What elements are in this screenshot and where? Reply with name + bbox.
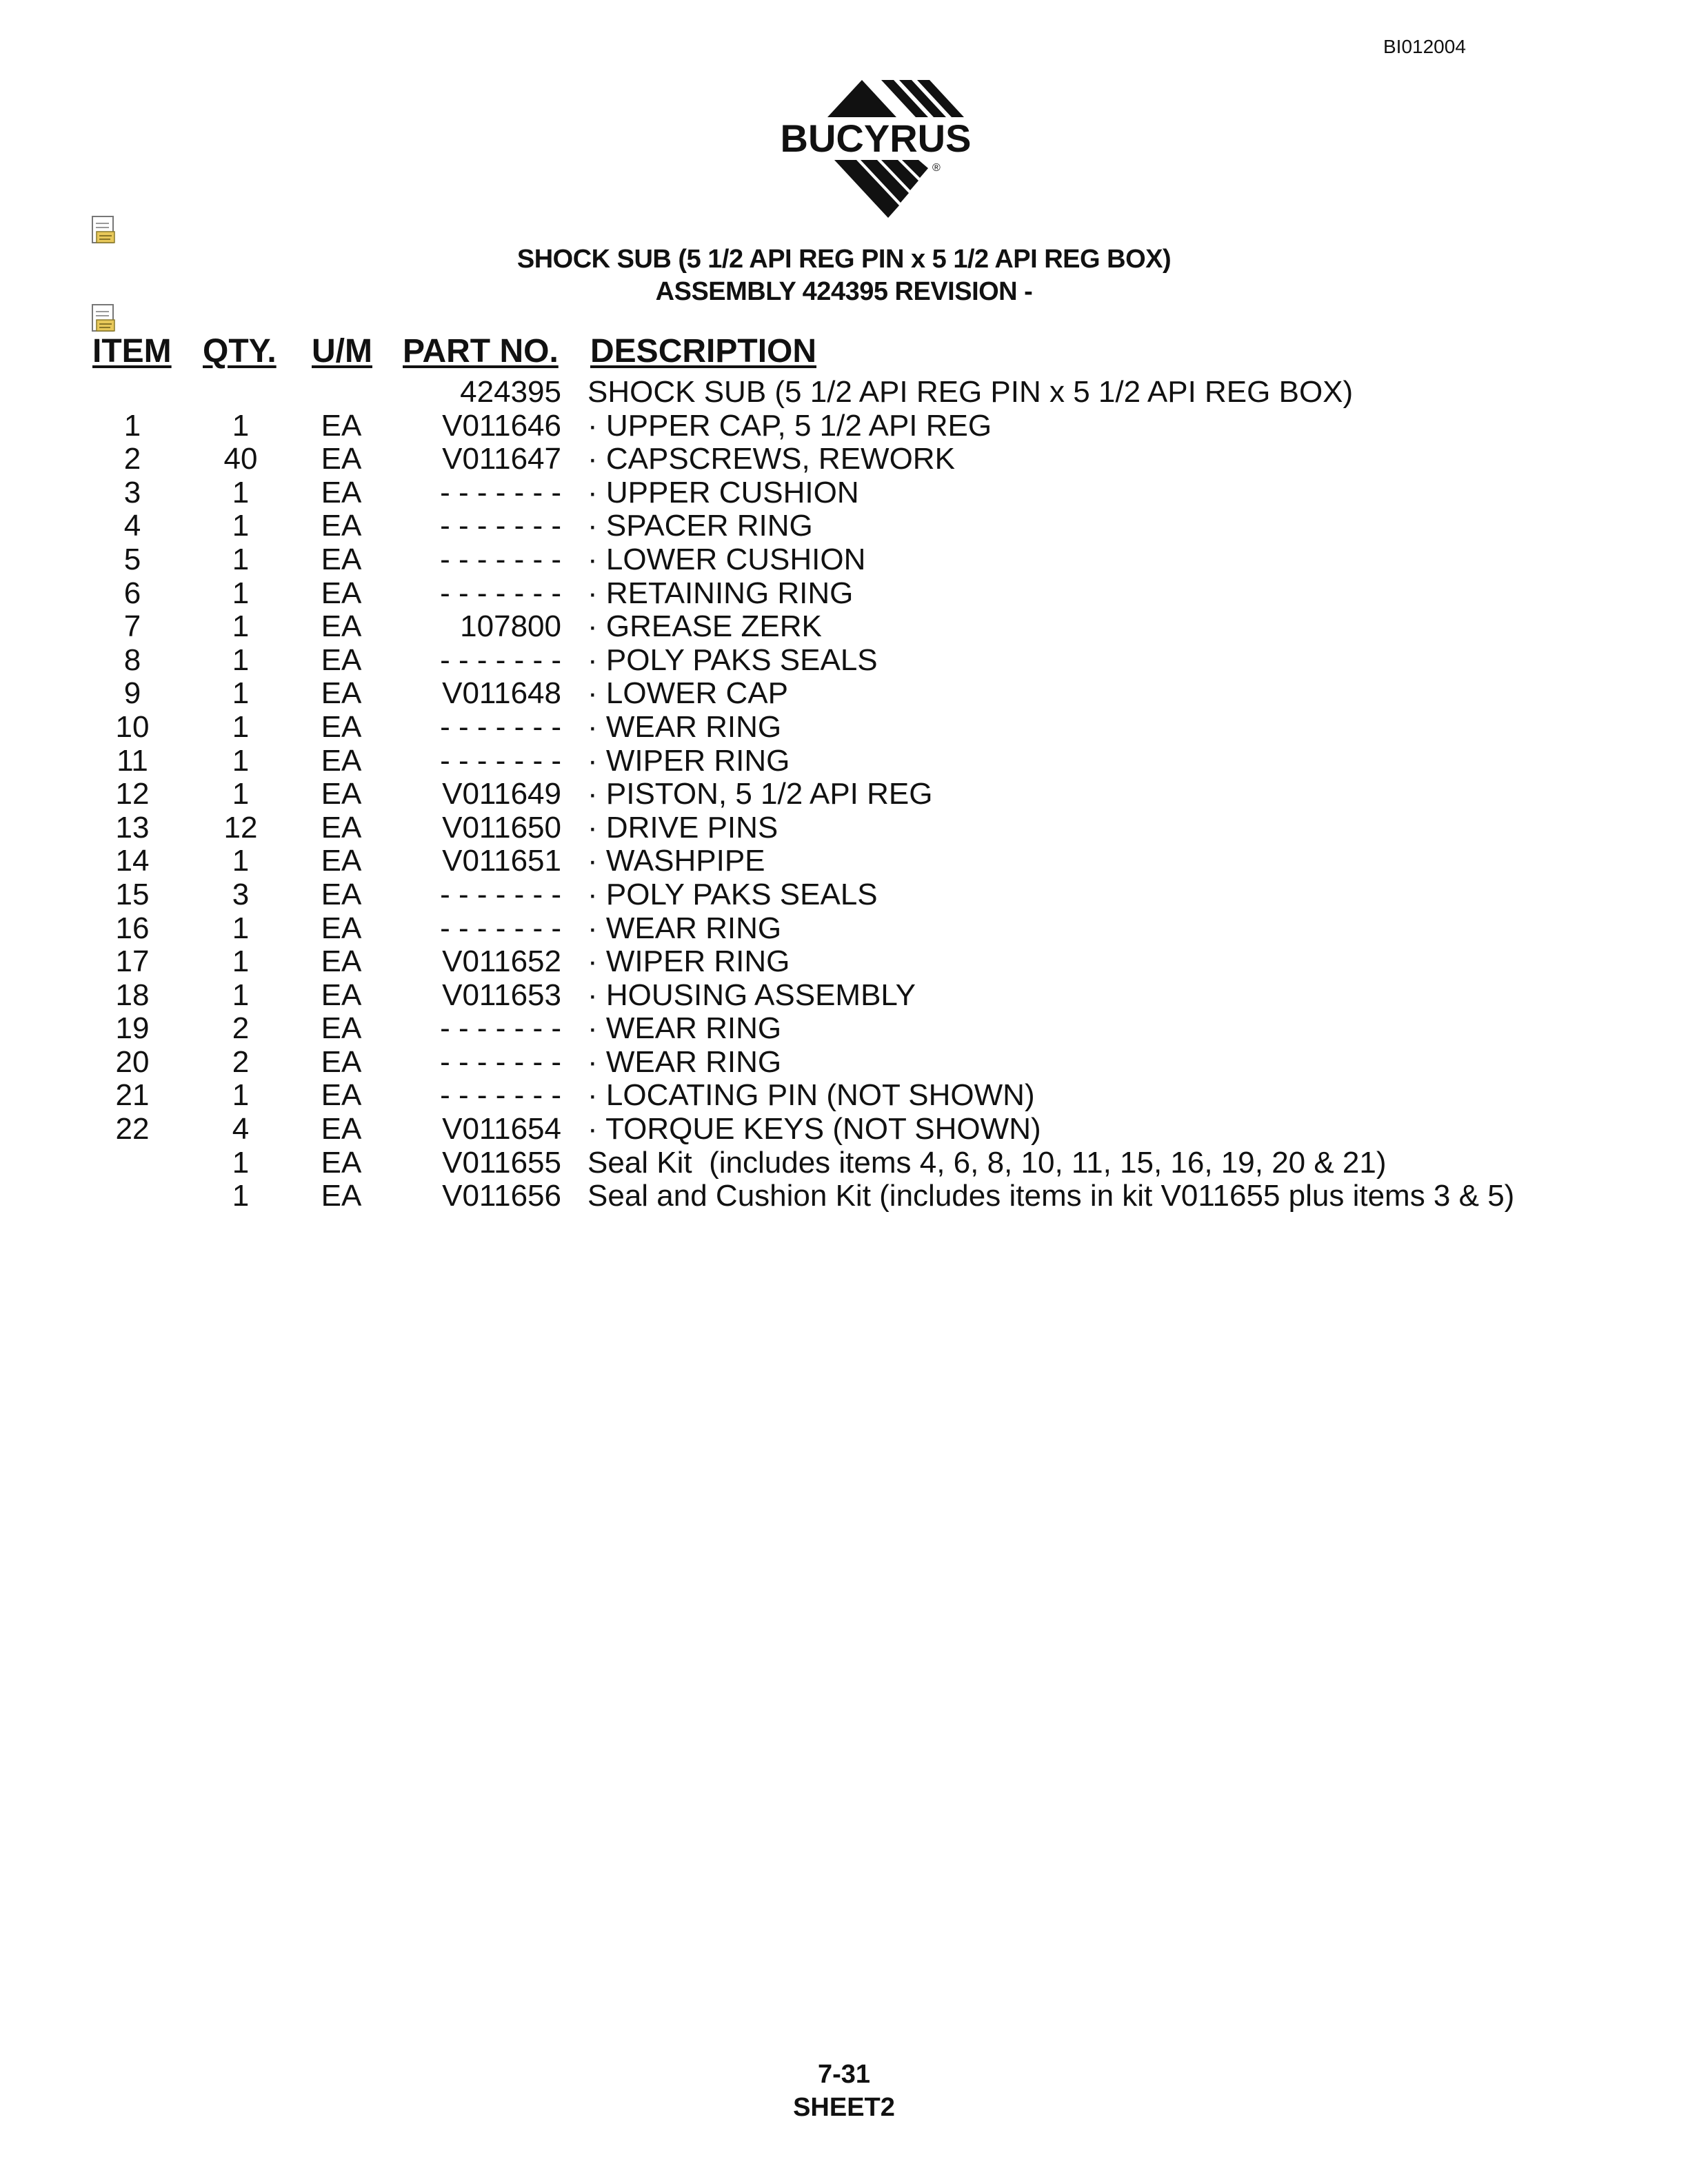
item-number: 1 [123, 408, 141, 443]
quantity: 1 [232, 844, 250, 878]
part-number: - - - - - - - [440, 542, 561, 576]
logo-text: BUCYRUS [780, 117, 972, 160]
table-row [0, 375, 1688, 409]
item-number: 12 [115, 777, 150, 811]
table-row [0, 978, 1688, 1012]
unit-of-measure: EA [321, 609, 362, 644]
unit-of-measure: EA [321, 408, 362, 443]
item-number: 9 [123, 676, 141, 711]
quantity: 1 [232, 777, 250, 811]
unit-of-measure: EA [321, 709, 362, 744]
quantity: 1 [232, 408, 250, 443]
description: · RETAINING RING [587, 576, 854, 610]
table-row [0, 1078, 1688, 1112]
table-row [0, 1112, 1688, 1146]
description: Seal and Cushion Kit (includes items in kit V011655 plus items 3 & 5) [587, 1179, 1515, 1213]
sheet-label: SHEET2 [793, 2093, 895, 2122]
bucyrus-logo [752, 74, 1000, 219]
item-number: 4 [123, 509, 141, 543]
table-row [0, 710, 1688, 744]
unit-of-measure: EA [321, 643, 362, 677]
part-number: - - - - - - - [440, 509, 561, 543]
part-number: V011654 [442, 1112, 561, 1146]
item-number: 22 [115, 1112, 150, 1146]
unit-of-measure: EA [321, 944, 362, 979]
description: · DRIVE PINS [587, 810, 778, 845]
quantity: 1 [232, 944, 250, 979]
header-item: ITEM [92, 333, 172, 370]
table-row [0, 576, 1688, 610]
quantity: 1 [232, 743, 250, 778]
description: · LOWER CUSHION [587, 542, 866, 576]
description: · WEAR RING [587, 1044, 782, 1079]
description: · PISTON, 5 1/2 API REG [587, 777, 933, 811]
unit-of-measure: EA [321, 1078, 362, 1113]
part-number: V011652 [442, 944, 561, 979]
quantity: 1 [232, 1179, 250, 1213]
part-number: - - - - - - - [440, 643, 561, 677]
quantity: 1 [232, 1078, 250, 1113]
table-row [0, 442, 1688, 476]
table-row [0, 944, 1688, 978]
quantity: 1 [232, 1145, 250, 1180]
part-number: - - - - - - - [440, 877, 561, 911]
item-number: 19 [115, 1011, 150, 1046]
item-number: 7 [123, 609, 141, 644]
header-um: U/M [312, 333, 372, 370]
description: · WEAR RING [587, 911, 782, 945]
unit-of-measure: EA [321, 442, 362, 476]
part-number: - - - - - - - [440, 1011, 561, 1046]
part-number: - - - - - - - [440, 709, 561, 744]
table-row [0, 844, 1688, 878]
unit-of-measure: EA [321, 743, 362, 778]
document-id: BI012004 [1383, 36, 1466, 57]
table-body [0, 375, 1688, 1213]
quantity: 1 [232, 509, 250, 543]
part-number: - - - - - - - [440, 1078, 561, 1113]
item-number: 13 [115, 810, 150, 845]
table-row [0, 409, 1688, 443]
part-number: V011647 [442, 442, 561, 476]
table-row [0, 878, 1688, 911]
unit-of-measure: EA [321, 844, 362, 878]
unit-of-measure: EA [321, 877, 362, 911]
description: · WEAR RING [587, 709, 782, 744]
item-number: 14 [115, 844, 150, 878]
table-row [0, 609, 1688, 643]
quantity: 2 [232, 1011, 250, 1046]
header-qty: QTY. [203, 333, 277, 370]
table-row [0, 811, 1688, 845]
quantity: 4 [232, 1112, 250, 1146]
part-number: V011656 [442, 1179, 561, 1213]
unit-of-measure: EA [321, 1011, 362, 1046]
part-number: V011650 [442, 810, 561, 845]
table-row [0, 911, 1688, 945]
quantity: 1 [232, 643, 250, 677]
note-attachment-icon[interactable] [90, 215, 120, 247]
part-number: - - - - - - - [440, 576, 561, 610]
table-row [0, 676, 1688, 710]
assembly-subtitle: ASSEMBLY 424395 REVISION - [655, 277, 1033, 306]
quantity: 1 [232, 609, 250, 644]
description: · POLY PAKS SEALS [587, 643, 878, 677]
quantity: 1 [232, 475, 250, 509]
item-number: 2 [123, 442, 141, 476]
quantity: 3 [232, 877, 250, 911]
description: · POLY PAKS SEALS [587, 877, 878, 911]
item-number: 18 [115, 978, 150, 1012]
part-number: - - - - - - - [440, 743, 561, 778]
part-number: - - - - - - - [440, 475, 561, 509]
part-number: V011649 [442, 777, 561, 811]
item-number: 11 [117, 743, 148, 778]
unit-of-measure: EA [321, 542, 362, 576]
quantity: 1 [232, 576, 250, 610]
unit-of-measure: EA [321, 1112, 362, 1146]
quantity: 1 [232, 542, 250, 576]
item-number: 6 [123, 576, 141, 610]
unit-of-measure: EA [321, 911, 362, 945]
description: · LOCATING PIN (NOT SHOWN) [587, 1078, 1035, 1113]
table-row [0, 1179, 1688, 1213]
part-number: V011655 [442, 1145, 561, 1180]
item-number: 5 [123, 542, 141, 576]
quantity: 1 [232, 978, 250, 1012]
part-number: 424395 [460, 375, 561, 409]
description: Seal Kit (includes items 4, 6, 8, 10, 11, 15, 16, 19, 20 & 21) [587, 1145, 1387, 1180]
description: · WEAR RING [587, 1011, 782, 1046]
header-description: DESCRIPTION [590, 333, 817, 370]
item-number: 17 [115, 944, 150, 979]
quantity: 1 [232, 911, 250, 945]
table-header [0, 332, 1688, 375]
unit-of-measure: EA [321, 676, 362, 711]
unit-of-measure: EA [321, 777, 362, 811]
description: · GREASE ZERK [587, 609, 822, 644]
part-number: V011646 [442, 408, 561, 443]
table-row [0, 1146, 1688, 1180]
page-number: 7-31 [817, 2060, 871, 2089]
unit-of-measure: EA [321, 810, 362, 845]
item-number: 16 [115, 911, 150, 945]
unit-of-measure: EA [321, 1044, 362, 1079]
description: SHOCK SUB (5 1/2 API REG PIN x 5 1/2 API REG BOX) [587, 375, 1354, 409]
part-number: V011653 [442, 978, 561, 1012]
quantity: 2 [232, 1044, 250, 1079]
unit-of-measure: EA [321, 978, 362, 1012]
table-row [0, 476, 1688, 509]
description: · LOWER CAP [587, 676, 788, 711]
table-row [0, 509, 1688, 543]
item-number: 8 [123, 643, 141, 677]
unit-of-measure: EA [321, 576, 362, 610]
part-number: 107800 [460, 609, 561, 644]
table-row [0, 744, 1688, 778]
description: · UPPER CUSHION [587, 475, 859, 509]
part-number: V011651 [442, 844, 561, 878]
item-number: 20 [115, 1044, 150, 1079]
table-row [0, 1045, 1688, 1079]
item-number: 21 [115, 1078, 150, 1113]
item-number: 15 [115, 877, 150, 911]
quantity: 1 [232, 676, 250, 711]
unit-of-measure: EA [321, 509, 362, 543]
item-number: 3 [123, 475, 141, 509]
table-row [0, 643, 1688, 677]
parts-list-table [0, 332, 1688, 1213]
unit-of-measure: EA [321, 1179, 362, 1213]
table-row [0, 1011, 1688, 1045]
table-row [0, 543, 1688, 576]
description: · SPACER RING [587, 509, 813, 543]
header-part-no: PART NO. [403, 333, 559, 370]
description: · WIPER RING [587, 743, 790, 778]
item-number: 10 [115, 709, 150, 744]
description: · WASHPIPE [587, 844, 765, 878]
unit-of-measure: EA [321, 475, 362, 509]
quantity: 12 [223, 810, 258, 845]
quantity: 40 [223, 442, 258, 476]
part-number: - - - - - - - [440, 1044, 561, 1079]
description: · WIPER RING [587, 944, 790, 979]
quantity: 1 [232, 709, 250, 744]
description: · CAPSCREWS, REWORK [587, 442, 955, 476]
description: · TORQUE KEYS (NOT SHOWN) [587, 1112, 1041, 1146]
table-row [0, 777, 1688, 811]
note-attachment-icon[interactable] [90, 303, 120, 335]
document-title: SHOCK SUB (5 1/2 API REG PIN x 5 1/2 API REG BOX) [516, 245, 1172, 274]
part-number: - - - - - - - [440, 911, 561, 945]
description: · UPPER CAP, 5 1/2 API REG [587, 408, 992, 443]
unit-of-measure: EA [321, 1145, 362, 1180]
description: · HOUSING ASSEMBLY [587, 978, 916, 1012]
registered-mark: ® [932, 162, 941, 174]
part-number: V011648 [442, 676, 561, 711]
